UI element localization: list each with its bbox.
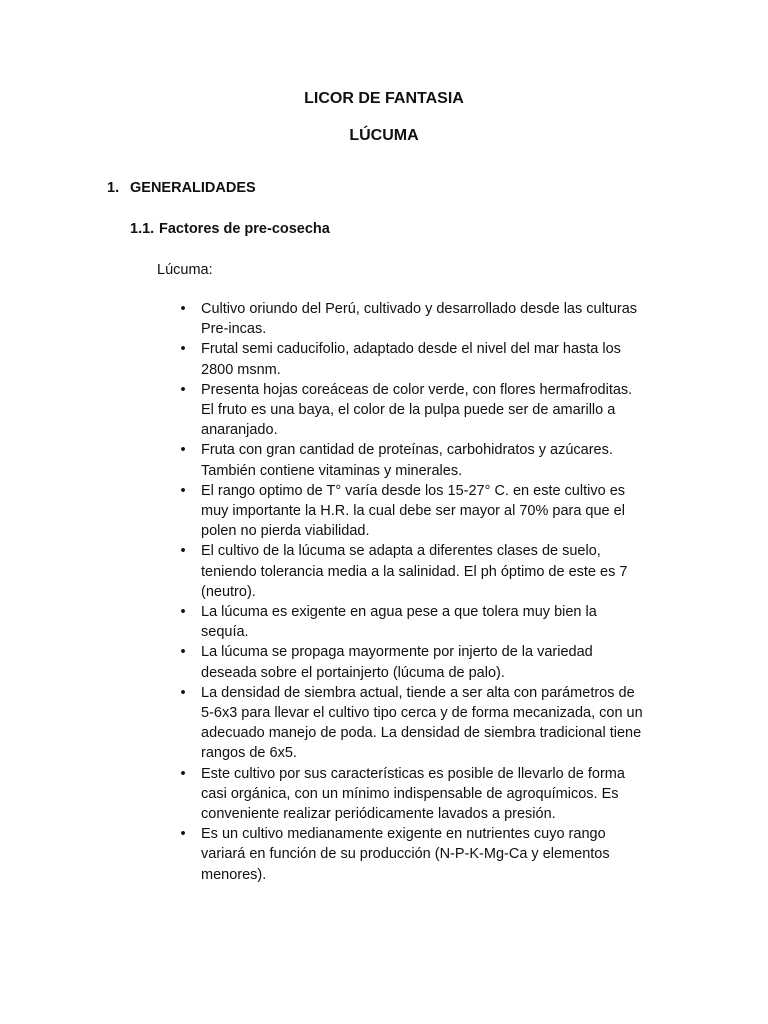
subsection-heading — [130, 219, 330, 239]
bullet-icon: • — [180, 644, 186, 661]
bullet-list — [176, 299, 646, 885]
bullet-icon: • — [180, 301, 186, 317]
list-item — [176, 481, 646, 542]
list-item-text: Es un cultivo medianamente exigente en nutrientes cuyo rango variará en función de su producción (N-P-K-Mg-Ca y elementos menores). — [201, 826, 610, 883]
list-item — [176, 683, 646, 764]
bullet-icon: • — [180, 604, 186, 621]
bullet-icon: • — [180, 543, 186, 560]
list-item-text: El cultivo de la lúcuma se adapta a diferentes clases de suelo, teniendo tolerancia media a la salinidad. El ph óptimo de este es 7 (neutro). — [201, 543, 628, 600]
list-item — [176, 339, 646, 379]
list-item-text: La densidad de siembra actual, tiende a ser alta con parámetros de 5-6x3 para llevar el cultivo tipo cerca y de forma mecanizada, con un adecuado manejo de poda. La densidad de siembra tradicional tiene rangos de 6x5. — [201, 684, 643, 762]
bullet-icon: • — [180, 341, 186, 358]
document-title: LICOR DE FANTASIA — [304, 90, 464, 107]
list-item-text: El rango optimo de T° varía desde los 15-27° C. en este cultivo es muy importante la H.R. la cual debe ser mayor al 70% para que el polen no pierda viabilidad. — [201, 482, 626, 540]
subsection-number: 1.1. — [130, 221, 155, 237]
list-item — [176, 440, 646, 480]
section-number: 1. — [107, 180, 120, 196]
section-label: GENERALIDADES — [130, 180, 256, 196]
bullet-icon: • — [180, 482, 186, 499]
list-item — [176, 299, 646, 339]
list-item-text: Cultivo oriundo del Perú, cultivado y desarrollado desde las culturas Pre-incas. — [201, 301, 638, 338]
list-item — [176, 602, 646, 642]
list-item-text: Frutal semi caducifolio, adaptado desde el nivel del mar hasta los 2800 msnm. — [201, 341, 621, 378]
bullet-icon: • — [180, 765, 186, 782]
bullet-icon: • — [180, 684, 186, 701]
list-item — [176, 642, 646, 682]
subsection-label: Factores de pre-cosecha — [159, 221, 330, 237]
list-item-text: Fruta con gran cantidad de proteínas, carbohidratos y azúcares. También contiene vitaminas y minerales. — [201, 442, 613, 479]
list-item — [176, 380, 646, 441]
list-item-text: Este cultivo por sus características es posible de llevarlo de forma casi orgánica, con un mínimo indispensable de agroquímicos. Es conveniente realizar periódicamente lavados a presión. — [201, 765, 625, 823]
bullet-icon: • — [180, 826, 186, 843]
section-heading — [107, 178, 256, 198]
list-item — [176, 824, 646, 885]
list-item-text: Presenta hojas coreáceas de color verde, con flores hermafroditas. El fruto es una baya, el color de la pulpa puede ser de amarillo a anaranjado. — [201, 381, 633, 439]
list-item — [176, 541, 646, 602]
list-item-text: La lúcuma se propaga mayormente por injerto de la variedad deseada sobre el portainjerto (lúcuma de palo). — [201, 644, 593, 681]
list-item-text: La lúcuma es exigente en agua pese a que tolera muy bien la sequía. — [201, 604, 597, 641]
bullet-icon: • — [180, 442, 186, 459]
intro-label: Lúcuma: — [157, 262, 213, 278]
list-item — [176, 764, 646, 825]
bullet-icon: • — [180, 381, 186, 398]
document-subtitle: LÚCUMA — [349, 127, 419, 144]
